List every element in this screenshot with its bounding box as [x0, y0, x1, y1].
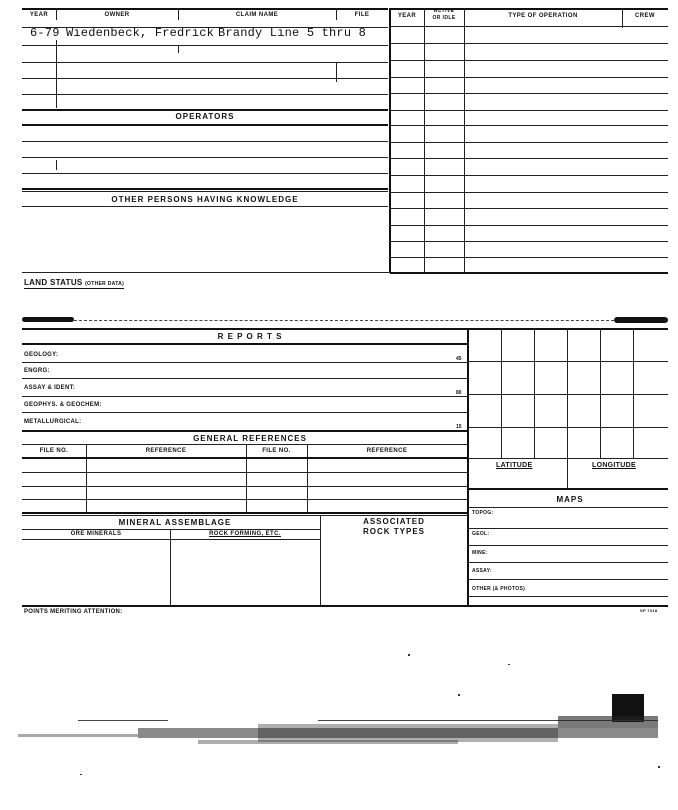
header-crew: CREW: [635, 13, 655, 19]
maps-geol: GEOL:: [472, 531, 490, 537]
header-active-2: OR IDLE: [432, 15, 456, 21]
associated-rock-types-2: ROCK TYPES: [362, 527, 425, 536]
ore-minerals-header: ORE MINERALS: [70, 531, 122, 537]
header-type-of-operation: TYPE OF OPERATION: [508, 13, 578, 19]
scan-speck: [658, 766, 660, 768]
header-file: FILE: [354, 12, 370, 18]
scan-mark-right: [614, 317, 668, 323]
scan-speck: [458, 694, 460, 696]
header-year: YEAR: [29, 12, 49, 18]
maps-assay: ASSAY:: [472, 568, 492, 574]
ref-header-reference-1: REFERENCE: [145, 448, 187, 454]
mineral-assemblage-title: MINERAL ASSEMBLAGE: [118, 518, 232, 527]
report-engrg: ENGRG:: [24, 368, 50, 374]
report-assay: ASSAY & IDENT:: [24, 385, 76, 391]
header-active-1: ACTIVE: [433, 8, 455, 14]
entry-owner: Wiedenbeck, Fredrick: [66, 26, 215, 40]
ref-header-file-2: FILE NO.: [262, 448, 291, 454]
maps-title: MAPS: [556, 495, 584, 504]
scan-speck: [408, 654, 410, 656]
header-op-year: YEAR: [397, 13, 417, 19]
header-owner: OWNER: [104, 12, 130, 18]
operators-title: OPERATORS: [175, 112, 235, 121]
scan-speck: [508, 664, 510, 665]
scan-noise-band: [18, 716, 670, 756]
entry-year: 6-79: [30, 26, 60, 40]
rock-forming-header: ROCK FORMING, ETC.: [209, 531, 281, 537]
ref-header-file-1: FILE NO.: [39, 448, 69, 454]
report-geology-num: 45: [456, 356, 462, 362]
land-status-title: LAND STATUS: [24, 278, 83, 287]
maps-other: OTHER (& PHOTOS): [472, 586, 526, 592]
ref-header-reference-2: REFERENCE: [366, 448, 408, 454]
land-status-label: [24, 278, 124, 289]
report-geology: GEOLOGY:: [24, 352, 59, 358]
report-metallurgical: METALLURGICAL:: [24, 419, 82, 425]
maps-topog: TOPOG:: [472, 510, 494, 516]
associated-rock-types-1: ASSOCIATED: [363, 517, 425, 526]
entry-claim-name: Brandy Line 5 thru 8: [218, 26, 367, 40]
report-geophys: GEOPHYS. & GEOCHEM:: [24, 402, 102, 408]
other-persons-title: OTHER PERSONS HAVING KNOWLEDGE: [111, 195, 299, 204]
report-metallurgical-num: 15: [456, 424, 462, 430]
land-status-sub: (OTHER DATA): [85, 281, 125, 287]
report-assay-num: 80: [456, 390, 462, 396]
general-references-title: GENERAL REFERENCES: [193, 434, 307, 443]
longitude-label: LONGITUDE: [592, 462, 636, 469]
scan-mark-left: [22, 317, 74, 322]
maps-mine: MINE:: [472, 550, 488, 556]
scan-speck: [80, 774, 82, 775]
header-claim-name: CLAIM NAME: [235, 12, 279, 18]
reports-title: R E P O R T S: [217, 332, 283, 341]
points-meriting-attention: POINTS MERITING ATTENTION:: [24, 609, 123, 615]
latitude-label: LATITUDE: [496, 462, 533, 469]
form-number: SP 7318: [640, 608, 658, 613]
